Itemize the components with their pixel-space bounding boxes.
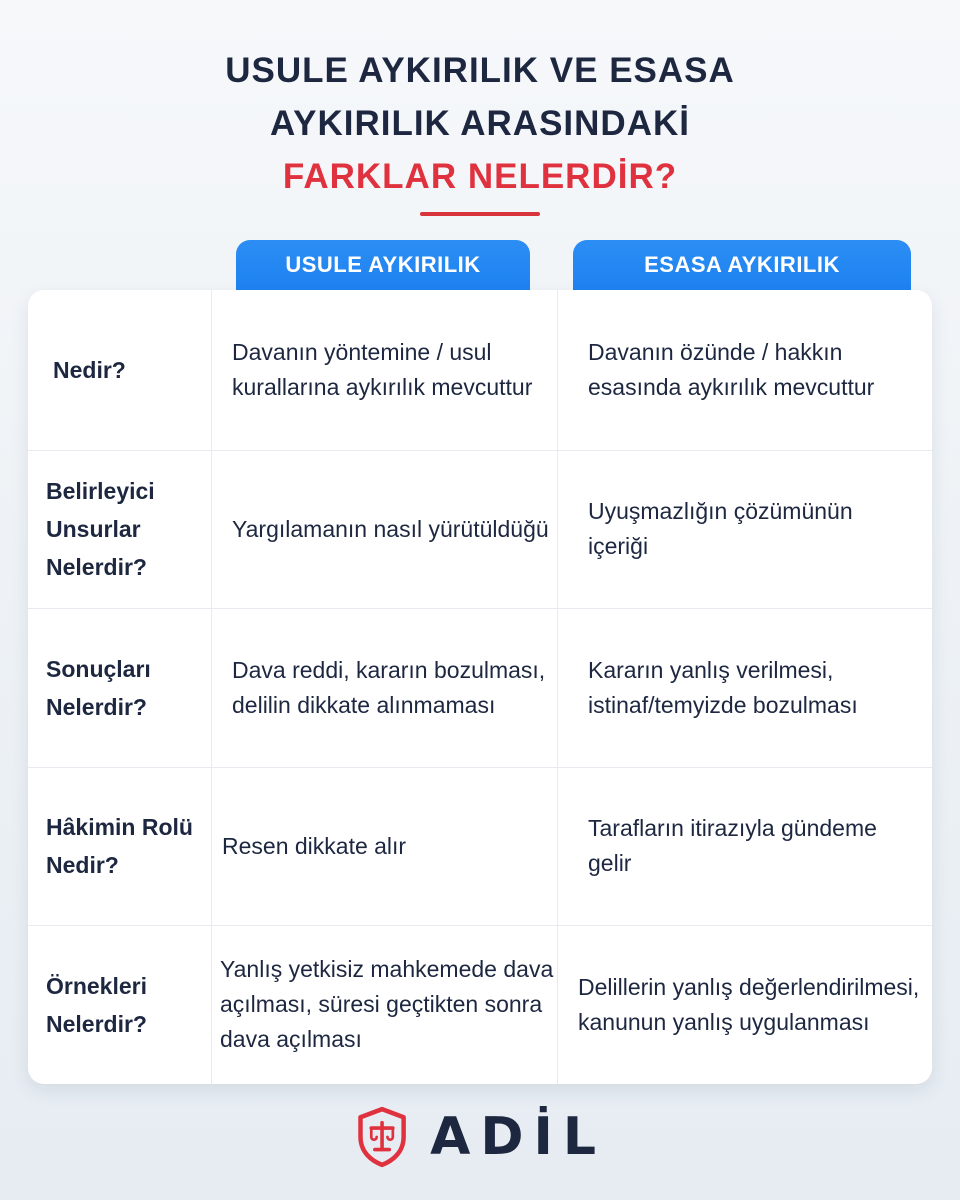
table-row [28,608,932,767]
row-question-cell [53,290,223,450]
row-question: Örnekleri Nelerdir? [46,972,147,1037]
row-question: Sonuçları Nelerdir? [46,655,151,720]
usule-text: Davanın yöntemine / usul kurallarına aykırılık mevcuttur [232,339,533,400]
comparison-table [28,290,932,1084]
brand-logo [356,1102,606,1172]
esasa-cell [588,290,918,450]
row-question: Hâkimin Rolü Nedir? [46,814,193,878]
usule-cell [222,767,552,925]
row-question-cell [46,450,216,608]
scales-shield-icon [356,1103,408,1171]
brand-name: ADİL [430,1107,606,1167]
row-question-cell [46,608,216,767]
esasa-text: Tarafların itirazıyla gündeme gelir [588,815,877,876]
title-line-3-highlight: FARKLAR NELERDİR? [282,157,678,196]
esasa-cell [588,767,918,925]
esasa-text: Kararın yanlış verilmesi, istinaf/temyizde bozulması [588,656,858,718]
usule-cell [232,290,562,450]
esasa-cell [588,450,918,608]
table-row [28,450,932,608]
esasa-cell [578,925,923,1084]
usule-text: Dava reddi, kararın bozulması, delilin dikkate alınmaması [232,656,546,718]
table-row [28,767,932,925]
usule-text: Resen dikkate alır [222,832,407,859]
esasa-text: Delillerin yanlış değerlendirilmesi, kanunun yanlış uygulanması [578,973,920,1035]
esasa-text: Uyuşmazlığın çözümünün içeriği [588,498,853,559]
usule-cell [232,450,562,608]
title-underline-divider [420,212,540,216]
row-question-cell [46,925,216,1084]
row-question: Belirleyici Unsurlar Nelerdir? [46,478,155,580]
esasa-text: Davanın özünde / hakkın esasında aykırılık mevcuttur [588,339,875,400]
esasa-cell [588,608,918,767]
column-header-usule-label: USULE AYKIRILIK [285,252,481,277]
title-line-1: USULE AYKIRILIK VE ESASA [225,51,735,90]
usule-cell [220,925,560,1084]
table-row [28,290,932,450]
usule-cell [232,608,562,767]
column-header-esasa-label: ESASA AYKIRILIK [644,252,840,277]
row-question: Nedir? [53,357,126,383]
title-line-2: AYKIRILIK ARASINDAKİ [270,104,690,143]
page-title [0,44,960,203]
row-question-cell [46,767,216,925]
usule-text: Yargılamanın nasıl yürütüldüğü [232,515,549,542]
table-row [28,925,932,1084]
usule-text: Yanlış yetkisiz mahkemede dava açılması, süresi geçtikten sonra dava açılması [220,956,554,1052]
